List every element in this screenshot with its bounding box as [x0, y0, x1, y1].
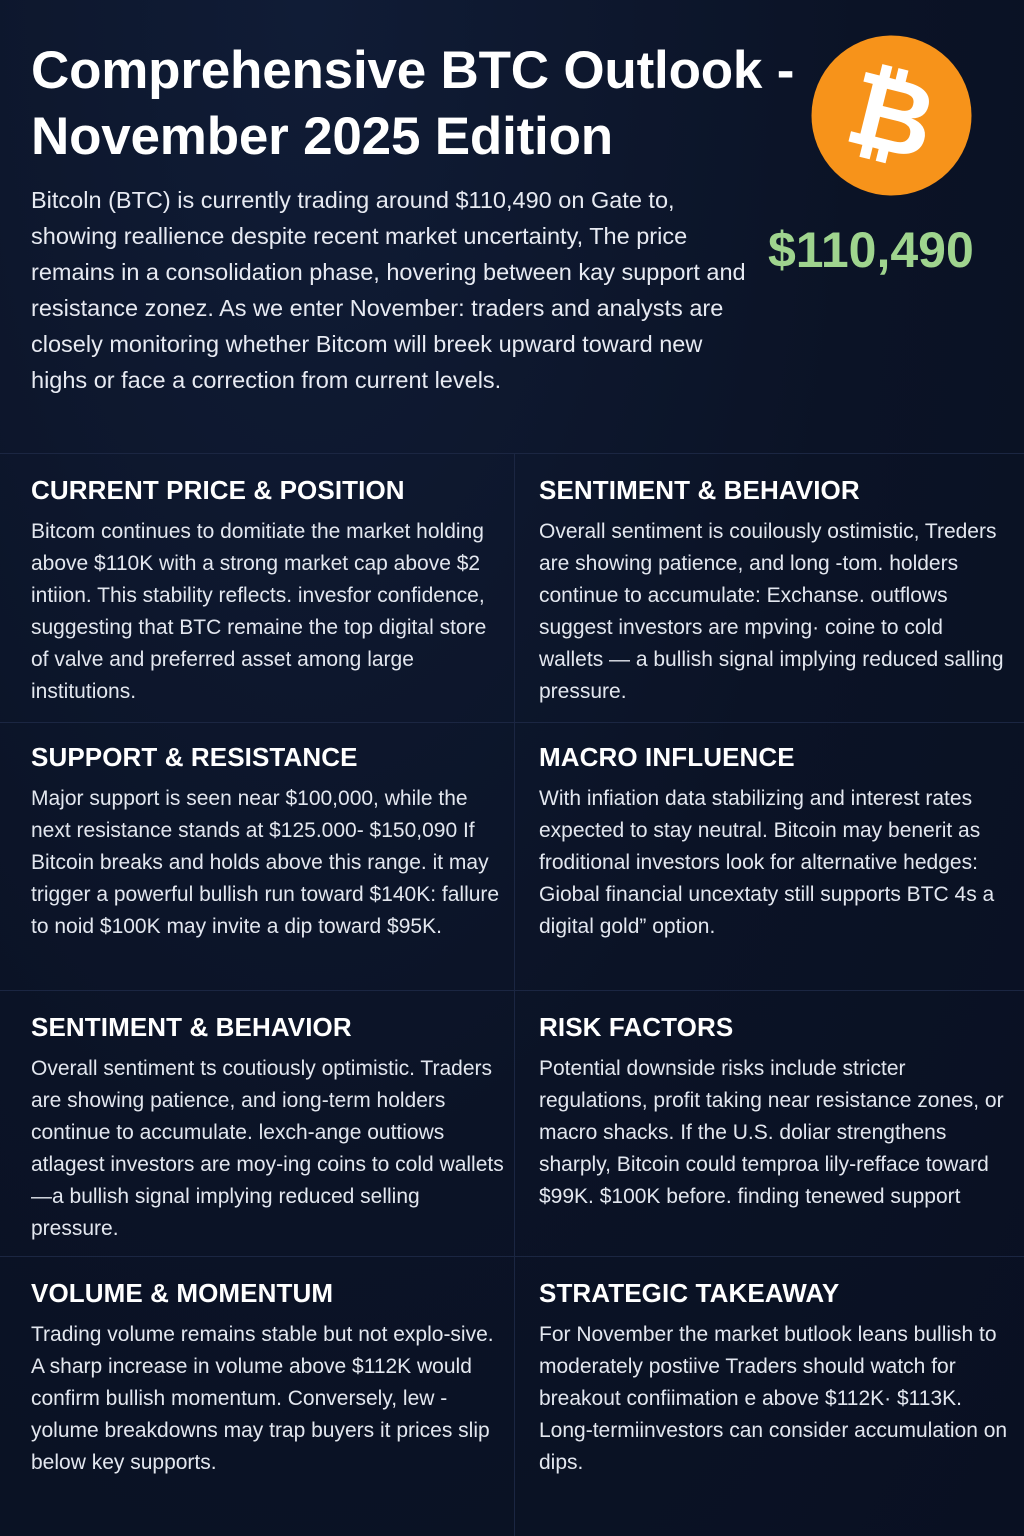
section-body: For November the market butlook leans bullish to moderately postiive Traders should watch for breakout confiimation e above $112K· $113K. Long-termiinvestors can consider accumulation on dips.: [539, 1323, 1008, 1474]
price-display: $110,490: [768, 222, 974, 278]
bitcoin-icon: [811, 35, 972, 196]
section-strategic-takeaway: [539, 1277, 1009, 1479]
section-heading: SENTIMENT & BEHAVIOR: [539, 475, 860, 505]
divider: [0, 990, 1024, 991]
intro-paragraph: Bitcoln (BTC) is currently trading around $110,490 on Gate to, showing reallience despite recent market uncertainty, The price remains in a consolidation phase, hovering between kay support and resistance zonez. As we enter November: traders and analysts are closely monitoring whether Bitcom will breek upward toward new highs or face a correction from current levels.: [31, 187, 746, 393]
header: [0, 0, 1024, 452]
section-body: Trading volume remains stable but not explo-sive. A sharp increase in volume above $112K would confirm bullish momentum. Conversely, lew -yolume breakdowns may trap buyers it prices slip below key supports.: [31, 1323, 494, 1474]
section-body: Overall sentiment is couilously ostimistic, Treders are showing patience, and long -tom. holders continue to accumulate: Exchanse. outflows suggest investors are mpving· coine to cold wallets — a bullish signal implying reduced salling pressure.: [539, 520, 1004, 703]
section-risk-factors: [539, 1011, 1009, 1213]
section-support-resistance: [31, 741, 507, 943]
section-heading: SENTIMENT & BEHAVIOR: [31, 1012, 352, 1042]
bitcoin-glyph: ₿: [835, 45, 948, 185]
section-heading: SUPPORT & RESISTANCE: [31, 742, 358, 772]
section-sentiment-behavior-2: [31, 1011, 507, 1245]
divider: [0, 722, 1024, 723]
section-body: Major support is seen near $100,000, while the next resistance stands at $125.000- $150,090 If Bitcoin breaks and holds above this range. it may trigger a powerful bullish run toward $140K: fallure to noid $100K may invite a dip toward $95K.: [31, 787, 500, 938]
section-body: Bitcom continues to domitiate the market holding above $110K with a strong market cap above $2 intiion. This stability reflects. invesfor confidence, suggesting that BTC remaine the top digital store of valve and preferred asset among large institutions.: [31, 520, 487, 703]
divider: [0, 453, 1024, 454]
section-heading: RISK FACTORS: [539, 1012, 734, 1042]
section-macro-influence: [539, 741, 1009, 943]
section-volume-momentum: [31, 1277, 507, 1479]
section-heading: CURRENT PRICE & POSITION: [31, 475, 405, 505]
divider: [0, 1256, 1024, 1257]
title-line-2: November 2025 Edition: [31, 107, 613, 166]
page-title: [31, 38, 811, 170]
column-divider: [514, 453, 515, 1536]
section-sentiment-behavior: [539, 474, 1009, 708]
title-line-1: Comprehensive BTC Outlook -: [31, 41, 795, 100]
section-heading: STRATEGIC TAKEAWAY: [539, 1278, 840, 1308]
section-body: With infiation data stabilizing and interest rates expected to stay neutral. Bitcoin may benerit as froditional investors look for alternative hedges: Giobal financial uncextaty still supports BTC 4s a digital gold” option.: [539, 787, 995, 938]
section-current-price-position: [31, 474, 507, 708]
section-body: Overall sentiment ts coutiously optimistic. Traders are showing patience, and iong-term holders continue to accumulate. lexch-ange outtiows atlagest investors are moy-ing coins to cold wallets —a bullish signal implying reduced selling pressure.: [31, 1057, 504, 1240]
section-heading: MACRO INFLUENCE: [539, 742, 795, 772]
section-heading: VOLUME & MOMENTUM: [31, 1278, 334, 1308]
section-body: Potential downside risks include stricter regulations, profit taking near resistance zones, or macro shacks. If the U.S. doliar strengthens sharply, Bitcoin could temproa lily-refface toward $99K. $100K before. finding tenewed support: [539, 1057, 1004, 1208]
